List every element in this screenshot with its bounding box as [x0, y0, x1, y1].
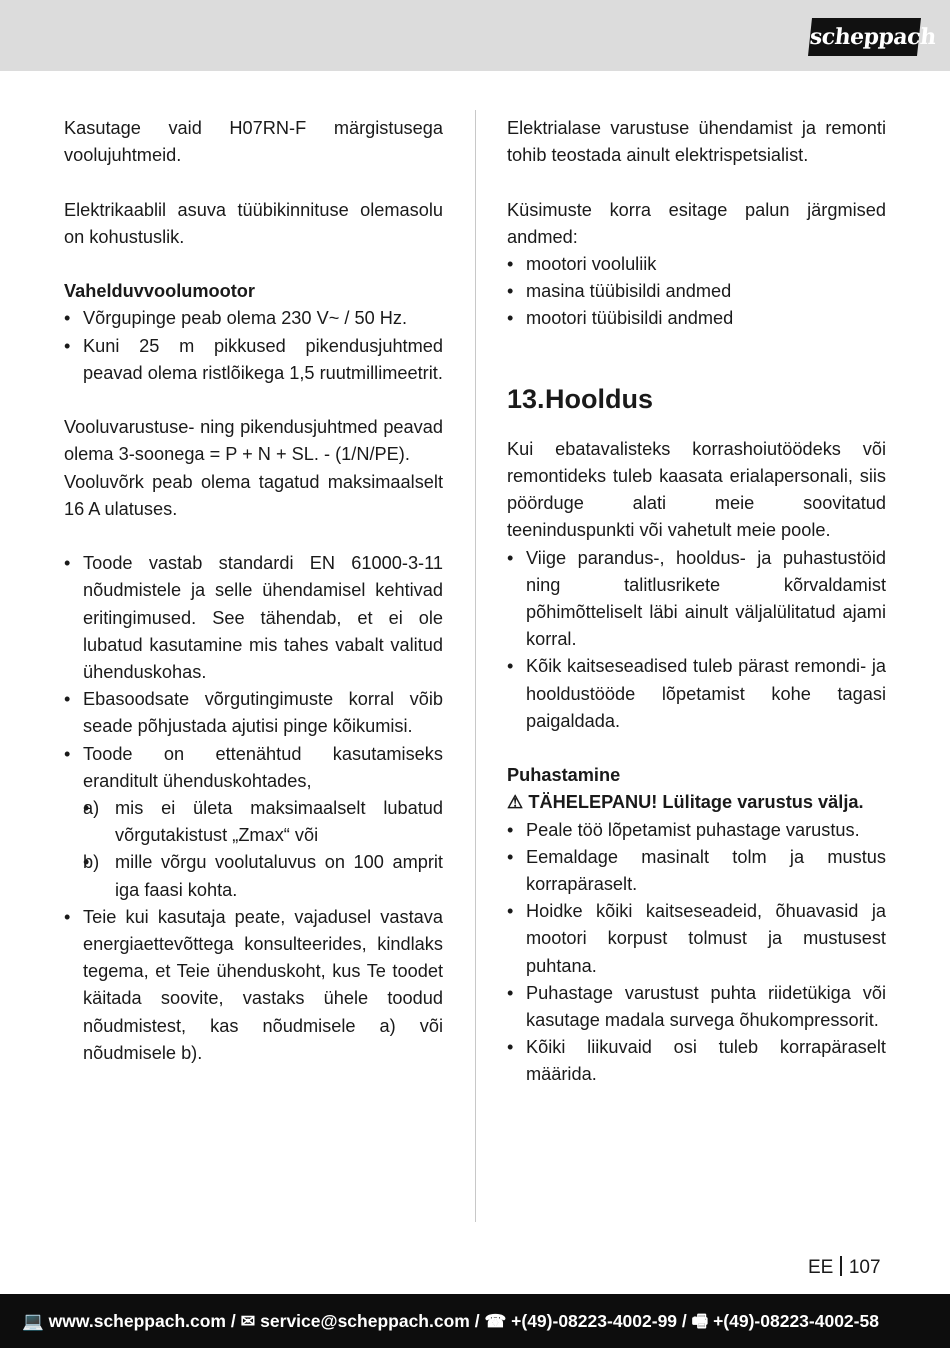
sub-list-text: mis ei ületa maksimaalselt lubatud võrgutakistust „Zmax“ või: [115, 798, 443, 846]
phone-number: +(49)-08223-4002-99: [511, 1311, 678, 1331]
warning-label: TÄHELEPANU! Lülitage varustus välja.: [528, 792, 864, 813]
list-item: • Kõik kaitseseadised tuleb pärast remondi- ja hooldustööde lõpetamist kohe tagasi paigaldada.: [507, 653, 886, 735]
sub-list-item: [83, 795, 443, 849]
sub-list-text: mille võrgu voolutaluvus on 100 amprit iga faasi kohta.: [115, 852, 443, 900]
section-number: 13.: [507, 383, 545, 414]
section-title: Hooldus: [545, 383, 653, 414]
list-item: • Viige parandus-, hooldus- ja puhastustöid ning talitlusrikete kõrvaldamist põhimõtteliselt läbi ainult väljalülitatud ajami korral.: [507, 545, 886, 654]
warning-text: [507, 789, 886, 816]
bullet-list: [64, 305, 443, 387]
scheppach-logo: scheppach: [808, 18, 921, 56]
subheading-cleaning: Puhastamine: [507, 765, 621, 786]
list-item: • Ebasoodsate võrgutingimuste korral võib seade põhjustada ajutisi pinge kõikumisi.: [64, 686, 443, 740]
list-item: [64, 741, 443, 904]
fax-number: +(49)-08223-4002-58: [713, 1311, 879, 1331]
sub-list-marker: • a): [83, 798, 100, 819]
website-link[interactable]: www.scheppach.com: [48, 1311, 226, 1331]
phone-icon: ☎: [484, 1311, 507, 1331]
list-item: • Eemaldage masinalt tolm ja mustus korrapäraselt.: [507, 844, 886, 898]
email-link[interactable]: service@scheppach.com: [260, 1311, 470, 1331]
header-band: [0, 0, 950, 71]
right-column: [507, 115, 886, 1089]
warning-icon: ⚠: [507, 792, 524, 813]
list-item: • masina tüübisildi andmed: [507, 278, 886, 305]
list-item: • Teie kui kasutaja peate, vajadusel vastava energiaettevõttega konsulteerides, kindlaks tegema, et Teie ühenduskoht, kus Te toodet käitada soovite, vastaks ühele toodud nõudmistest, kas nõudmisele a) või nõudmisele b).: [64, 904, 443, 1067]
subheading-ac-motor: Vahelduvvoolumootor: [64, 281, 255, 302]
page-number-value: 107: [848, 1257, 881, 1278]
list-item: • mootori tüübisildi andmed: [507, 305, 886, 332]
page-number: [808, 1256, 881, 1280]
list-item: • Toode vastab standardi EN 61000-3-11 nõudmistele ja selle ühendamisel kehtivad eritingimused. See tähendab, et ei ole lubatud kasutamine mis tahes vabalt valitud ühenduskohas.: [64, 550, 443, 686]
paragraph: Elektrikaablil asuva tüübikinnituse olemasolu on kohustuslik.: [64, 199, 443, 247]
footer-separator: /: [474, 1311, 480, 1331]
paragraph: Elektrialase varustuse ühendamist ja remonti tohib teostada ainult elektrispetsialist.: [507, 118, 886, 166]
mail-icon: ✉: [240, 1311, 256, 1331]
bullet-list: [64, 550, 443, 1067]
bullet-list: [507, 251, 886, 333]
paragraph: Kasutage vaid H07RN-F märgistusega voolujuhtmeid.: [64, 118, 443, 166]
bullet-list: [507, 817, 886, 1089]
fax-icon: 🖷: [691, 1311, 709, 1331]
list-item: • Puhastage varustust puhta riidetükiga või kasutage madala survega õhukompressorit.: [507, 980, 886, 1034]
left-column: [64, 115, 443, 1067]
list-item: • Kuni 25 m pikkused pikendusjuhtmed peavad olema ristlõikega 1,5 ruutmillimeetrit.: [64, 333, 443, 387]
footer-separator: /: [230, 1311, 236, 1331]
sub-list-marker: • b): [83, 852, 100, 873]
list-item: • Võrgupinge peab olema 230 V~ / 50 Hz.: [64, 305, 443, 332]
sub-list: [83, 795, 443, 904]
list-item: • Kõiki liikuvaid osi tuleb korrapäraselt määrida.: [507, 1034, 886, 1088]
paragraph: Küsimuste korra esitage palun järgmised andmed:: [507, 199, 886, 247]
paragraph: Kui ebatavalisteks korrashoiutöödeks või remontideks tuleb kaasata erialapersonali, siis pöörduge alati meie soovitatud teeninduspunkti või vahetult meie poole.: [507, 438, 886, 541]
section-heading: [507, 382, 886, 416]
list-item: • Hoidke kõiki kaitseseadeid, õhuavasid ja mootori korpust tolmust ja mustusest puhtana.: [507, 898, 886, 980]
column-divider: [475, 110, 476, 1222]
bullet-list: [507, 545, 886, 735]
footer-separator: /: [681, 1311, 687, 1331]
list-item: • mootori vooluliik: [507, 251, 886, 278]
sub-list-item: [83, 849, 443, 903]
computer-icon: 💻: [22, 1311, 44, 1331]
language-code: EE: [808, 1257, 834, 1278]
paragraph: Vooluvõrk peab olema tagatud maksimaalselt 16 A ulatuses.: [64, 471, 443, 519]
list-item: • Peale töö lõpetamist puhastage varustus.: [507, 817, 886, 844]
footer-bar: [0, 1294, 950, 1348]
list-item-text: Toode on ettenähtud kasutamiseks eranditult ühenduskohtades,: [83, 743, 443, 791]
separator-bar: [840, 1256, 842, 1276]
paragraph: Vooluvarustuse- ning pikendusjuhtmed peavad olema 3-soonega = P + N + SL. - (1/N/PE).: [64, 417, 443, 465]
